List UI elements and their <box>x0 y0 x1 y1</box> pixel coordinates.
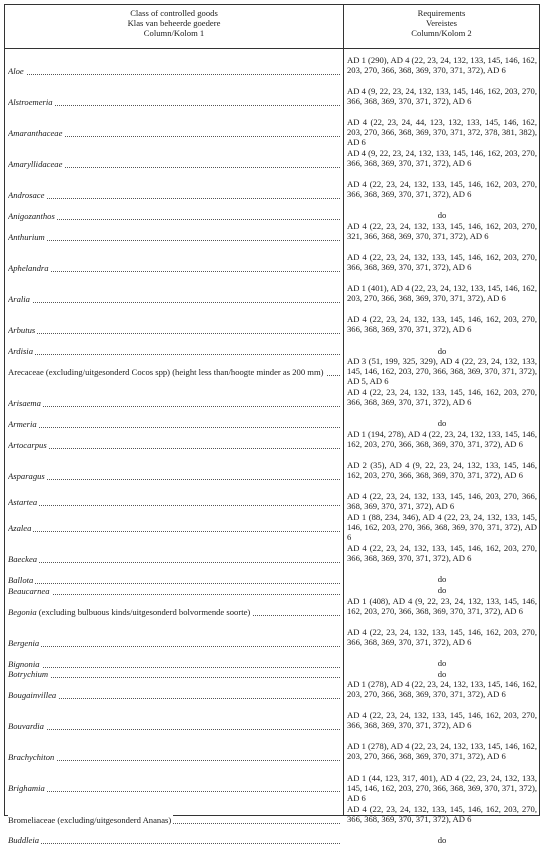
table-row <box>5 669 539 680</box>
table-row <box>5 221 539 252</box>
goods-class-cell <box>8 659 340 669</box>
table-row <box>5 148 539 179</box>
table-row <box>5 804 539 835</box>
table-row <box>5 574 539 585</box>
table-row <box>5 491 539 512</box>
table-row <box>5 658 539 669</box>
requirements-cell: AD 4 (22, 23, 24, 132, 133, 145, 146, 162, 203, 270, 366, 368, 369, 370, 371, 372), AD 6 <box>347 387 537 408</box>
goods-class-cell <box>8 419 340 429</box>
goods-name: Buddleia <box>8 835 40 845</box>
col2-title-af: Vereistes <box>425 18 458 28</box>
goods-qualifier: (excluding/uitgesonderd Cocos spp) (height less than/hoogte minder as 200 mm) <box>43 367 324 378</box>
goods-name: Beaucarnea <box>8 585 50 596</box>
requirements-cell: do <box>437 657 447 668</box>
table-row <box>5 179 539 210</box>
goods-class-cell <box>8 721 340 731</box>
goods-class-cell <box>8 159 340 169</box>
goods-name: Armeria <box>8 419 37 430</box>
goods-name: Aphelandra <box>8 263 49 274</box>
goods-class-cell <box>8 398 340 408</box>
goods-class-cell <box>8 294 340 304</box>
goods-name: Arbutus <box>8 325 36 336</box>
requirements-cell: AD 4 (22, 23, 24, 132, 133, 145, 146, 162, 203, 270, 366, 368, 369, 370, 371, 372), AD 6 <box>347 252 537 273</box>
table-row <box>5 86 539 117</box>
requirements-cell: AD 4 (22, 23, 24, 44, 123, 132, 133, 145, 146, 162, 203, 270, 366, 368, 369, 370, 371, 372, 378, 381, 382), AD 6 <box>347 117 537 148</box>
requirements-cell: AD 4 (22, 23, 24, 132, 133, 145, 146, 162, 203, 270, 366, 368, 369, 370, 371, 372), AD 6 <box>347 626 537 647</box>
goods-class-cell <box>8 128 340 138</box>
table-row <box>5 210 539 221</box>
goods-class-cell <box>8 690 340 700</box>
column-1-header <box>5 8 343 38</box>
requirements-cell: AD 3 (51, 199, 325, 329), AD 4 (22, 23, 24, 132, 133, 145, 146, 162, 203, 270, 366, 368, 369, 370, 371, 372), AD 5, AD 6 <box>347 356 537 387</box>
goods-name: Asparagus <box>8 471 45 482</box>
requirements-cell: AD 1 (408), AD 4 (9, 22, 23, 24, 132, 133, 145, 146, 162, 203, 270, 366, 368, 369, 370, 371, 372), AD 6 <box>347 595 537 616</box>
table-row <box>5 356 539 387</box>
table-row <box>5 460 539 491</box>
goods-class-cell <box>8 471 340 481</box>
goods-name: Artocarpus <box>8 440 47 450</box>
table-row <box>5 346 539 357</box>
controlled-goods-table <box>4 4 540 845</box>
goods-class-cell <box>8 367 340 377</box>
goods-class-cell <box>8 523 340 533</box>
goods-name: Ballota <box>8 575 34 586</box>
goods-name: Aralia <box>8 294 30 305</box>
goods-name: Anigozanthos <box>8 211 55 222</box>
goods-class-cell <box>8 752 340 762</box>
table-row <box>5 387 539 418</box>
table-header <box>5 5 539 49</box>
table-row <box>5 55 539 86</box>
goods-class-cell <box>8 440 340 450</box>
goods-name: Brachychiton <box>8 752 55 763</box>
goods-name: Baeckea <box>8 554 38 565</box>
goods-class-cell <box>8 554 340 564</box>
table-row <box>5 543 539 574</box>
goods-name: Arecaceae <box>8 367 44 378</box>
goods-class-cell <box>8 607 340 617</box>
requirements-cell: AD 1 (290), AD 4 (22, 23, 24, 132, 133, 145, 146, 162, 203, 270, 366, 368, 369, 370, 371, 372), AD 6 <box>347 55 537 75</box>
goods-class-cell <box>8 586 340 596</box>
table-row <box>5 252 539 283</box>
requirements-cell: do <box>437 345 447 356</box>
table-row <box>5 627 539 658</box>
goods-class-cell <box>8 815 340 825</box>
column-2-header <box>344 8 539 38</box>
goods-class-cell <box>8 66 340 76</box>
requirements-cell: AD 1 (194, 278), AD 4 (22, 23, 24, 132, 133, 145, 146, 162, 203, 270, 366, 368, 369, 370, 371, 372), AD 6 <box>347 429 537 450</box>
goods-class-cell <box>8 835 340 845</box>
goods-class-cell <box>8 190 340 200</box>
goods-name: Arisaema <box>8 398 41 409</box>
goods-name: Bergenia <box>8 637 40 648</box>
table-row <box>5 679 539 710</box>
requirements-cell: AD 1 (278), AD 4 (22, 23, 24, 132, 133, 145, 146, 162, 203, 270, 366, 368, 369, 370, 371, 372), AD 6 <box>347 741 537 762</box>
requirements-cell: AD 1 (401), AD 4 (22, 23, 24, 132, 133, 145, 146, 162, 203, 270, 366, 368, 369, 370, 371, 372), AD 6 <box>347 283 537 304</box>
goods-name: Bougainvillea <box>8 690 57 701</box>
goods-name: Begonia <box>8 606 37 617</box>
requirements-cell: AD 2 (35), AD 4 (9, 22, 23, 24, 132, 133, 145, 146, 162, 203, 270, 366, 368, 369, 370, 371, 372), AD 6 <box>347 460 537 481</box>
requirements-cell: AD 1 (88, 234, 346), AD 4 (22, 23, 24, 132, 133, 145, 146, 162, 203, 270, 366, 368, 369, 370, 371, 372), AD 6 <box>347 512 537 543</box>
goods-class-cell <box>8 346 340 356</box>
goods-name: Amaranthaceae <box>8 128 63 139</box>
table-row <box>5 585 539 596</box>
goods-class-cell <box>8 575 340 585</box>
goods-name: Azalea <box>8 523 32 534</box>
table-row <box>5 835 539 845</box>
table-row <box>5 418 539 429</box>
goods-class-cell <box>8 783 340 793</box>
col2-label: Column/Kolom 2 <box>411 28 472 38</box>
goods-class-cell <box>8 97 340 107</box>
requirements-cell: AD 4 (22, 23, 24, 132, 133, 145, 146, 162, 203, 270, 366, 368, 369, 370, 371, 372), AD 6 <box>347 543 537 564</box>
goods-name: Botrychium <box>8 669 49 680</box>
table-row <box>5 596 539 627</box>
goods-name: Bouvardia <box>8 721 44 732</box>
requirements-cell: AD 4 (9, 22, 23, 24, 132, 133, 145, 146, 162, 203, 270, 366, 368, 369, 370, 371, 372), AD 6 <box>347 148 537 169</box>
goods-name: Anthurium <box>8 232 45 243</box>
table-row <box>5 117 539 148</box>
goods-class-cell <box>8 211 340 221</box>
goods-name: Aloe <box>8 65 24 76</box>
col2-title-en: Requirements <box>417 8 466 18</box>
requirements-cell: do <box>437 834 447 845</box>
requirements-cell: AD 4 (22, 23, 24, 132, 133, 145, 146, 162, 203, 270, 366, 368, 369, 370, 371, 372), AD 6 <box>347 710 537 731</box>
requirements-cell: do <box>437 668 447 679</box>
goods-class-cell <box>8 325 340 335</box>
requirements-cell: do <box>437 210 447 221</box>
table-row <box>5 429 539 460</box>
requirements-cell: AD 1 (278), AD 4 (22, 23, 24, 132, 133, 145, 146, 162, 203, 270, 366, 368, 369, 370, 371, 372), AD 6 <box>347 679 537 700</box>
goods-name: Ardisia <box>8 346 33 357</box>
requirements-cell: AD 1 (44, 123, 317, 401), AD 4 (22, 23, 24, 132, 133, 145, 146, 162, 203, 270, 366, 368, 369, 370, 371, 372), AD 6 <box>347 772 537 803</box>
goods-name: Alstroemeria <box>8 97 53 107</box>
goods-class-cell <box>8 497 340 507</box>
goods-class-cell <box>8 669 340 679</box>
requirements-cell: AD 4 (9, 22, 23, 24, 132, 133, 145, 146, 162, 203, 270, 366, 368, 369, 370, 371, 372), AD 6 <box>347 86 537 107</box>
table-row <box>5 283 539 314</box>
goods-qualifier: (excluding bulbuous kinds/uitgesonderd bolvormende soorte) <box>36 606 251 617</box>
requirements-cell: AD 4 (22, 23, 24, 132, 133, 145, 146, 162, 203, 270, 366, 368, 369, 370, 371, 372), AD 6 <box>347 314 537 335</box>
goods-name: Bromeliaceae <box>8 814 56 825</box>
goods-qualifier: (excluding/uitgesonderd Ananas) <box>55 814 172 825</box>
requirements-cell: do <box>437 574 447 585</box>
requirements-cell: AD 4 (22, 23, 24, 132, 133, 145, 146, 162, 203, 270, 366, 368, 369, 370, 371, 372), AD 6 <box>347 179 537 200</box>
requirements-cell: AD 4 (22, 23, 24, 132, 133, 145, 146, 203, 270, 366, 368, 369, 370, 371, 372), AD 6 <box>347 491 537 512</box>
goods-name: Brighamia <box>8 783 45 794</box>
col1-title-af: Klas van beheerde goedere <box>127 18 221 28</box>
table-row <box>5 314 539 345</box>
goods-name: Amaryllidaceae <box>8 159 63 170</box>
requirements-cell: do <box>437 585 447 596</box>
goods-name: Bignonia <box>8 658 40 669</box>
goods-class-cell <box>8 232 340 242</box>
goods-name: Androsace <box>8 190 45 201</box>
requirements-cell: AD 4 (22, 23, 24, 132, 133, 145, 146, 162, 203, 270, 366, 368, 369, 370, 371, 372), AD 6 <box>347 803 537 824</box>
goods-name: Astartea <box>8 497 38 508</box>
table-row <box>5 512 539 543</box>
table-row <box>5 773 539 804</box>
goods-class-cell <box>8 263 340 273</box>
col1-label: Column/Kolom 1 <box>143 28 205 38</box>
goods-class-cell <box>8 638 340 648</box>
table-body <box>5 55 539 845</box>
table-row <box>5 741 539 772</box>
requirements-cell: AD 4 (22, 23, 24, 132, 133, 145, 146, 162, 203, 270, 321, 366, 368, 369, 370, 371, 372), AD 6 <box>347 221 537 242</box>
col1-title-en: Class of controlled goods <box>130 8 218 18</box>
table-row <box>5 710 539 741</box>
requirements-cell: do <box>437 418 447 429</box>
